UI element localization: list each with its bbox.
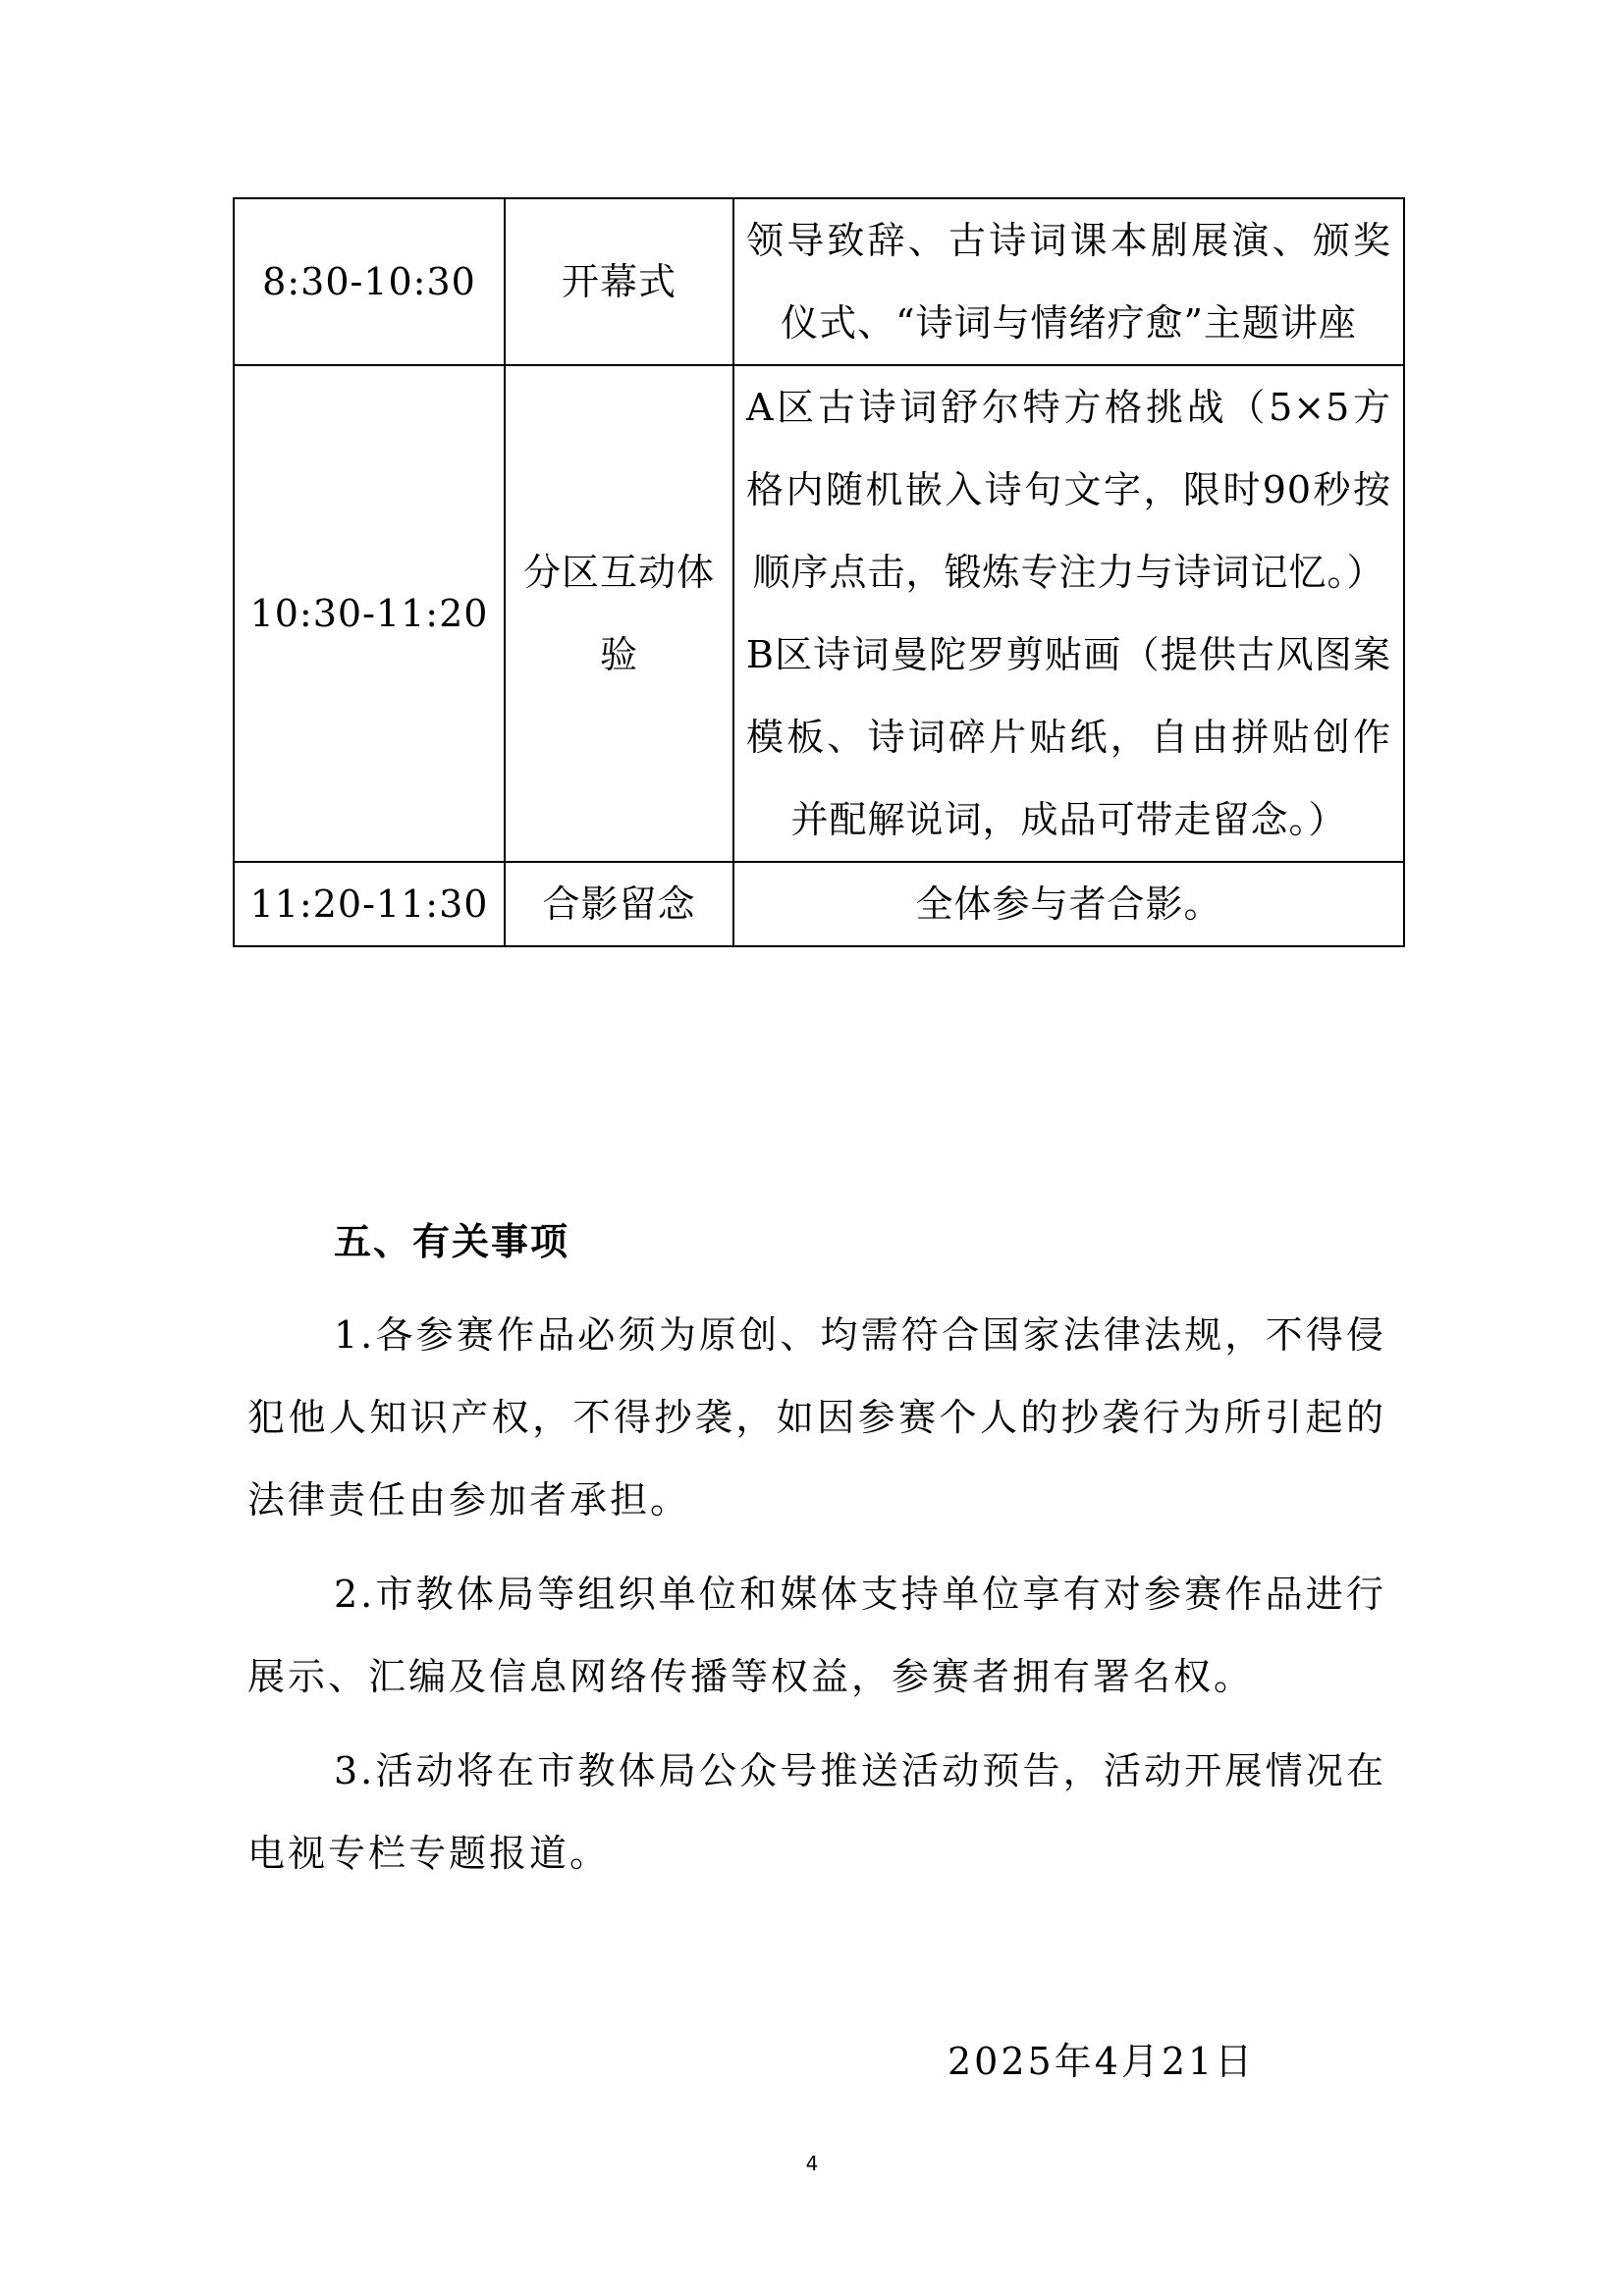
paragraph-2: 2.市教体局等组织单位和媒体支持单位享有对参赛作品进行展示、汇编及信息网络传播等权益，参赛者拥有署名权。 bbox=[247, 1573, 1386, 1698]
description-text: 全体参与者合影。 bbox=[915, 882, 1222, 926]
table-row bbox=[234, 198, 1404, 365]
paragraph-3: 3.活动将在市教体局公众号推送活动预告，活动开展情况在电视专栏专题报道。 bbox=[247, 1749, 1386, 1875]
document-date: 2025年4月21日 bbox=[947, 2040, 1256, 2083]
table-row bbox=[234, 365, 1404, 862]
item-cell: 分区互动体验 bbox=[505, 365, 733, 862]
page-number: 4 bbox=[805, 2152, 819, 2175]
description-cell bbox=[733, 365, 1404, 862]
description-cell bbox=[733, 862, 1404, 946]
table-row bbox=[234, 862, 1404, 946]
section-heading: 五、有关事项 bbox=[334, 1220, 570, 1263]
time-cell: 10:30-11:20 bbox=[234, 365, 505, 862]
item-cell: 合影留念 bbox=[505, 862, 733, 946]
description-text-zone-a: A区古诗词舒尔特方格挑战（5×5方格内随机嵌入诗句文字，限时90秒按顺序点击，锻炼专注力与诗词记忆。） bbox=[746, 386, 1391, 594]
schedule-table bbox=[233, 197, 1405, 947]
time-cell: 8:30-10:30 bbox=[234, 198, 505, 365]
paragraph-1: 1.各参赛作品必须为原创、均需符合国家法律法规，不得侵犯他人知识产权，不得抄袭，如因参赛个人的抄袭行为所引起的法律责任由参加者承担。 bbox=[247, 1313, 1386, 1522]
section-body bbox=[247, 1294, 1386, 1906]
description-text-zone-b: B区诗词曼陀罗剪贴画（提供古风图案模板、诗词碎片贴纸，自由拼贴创作并配解说词，成品可带走留念。） bbox=[746, 633, 1391, 841]
description-text: 领导致辞、古诗词课本剧展演、颁奖仪式、“诗词与情绪疗愈”主题讲座 bbox=[746, 219, 1391, 345]
time-cell: 11:20-11:30 bbox=[234, 862, 505, 946]
description-cell bbox=[733, 198, 1404, 365]
item-cell: 开幕式 bbox=[505, 198, 733, 365]
